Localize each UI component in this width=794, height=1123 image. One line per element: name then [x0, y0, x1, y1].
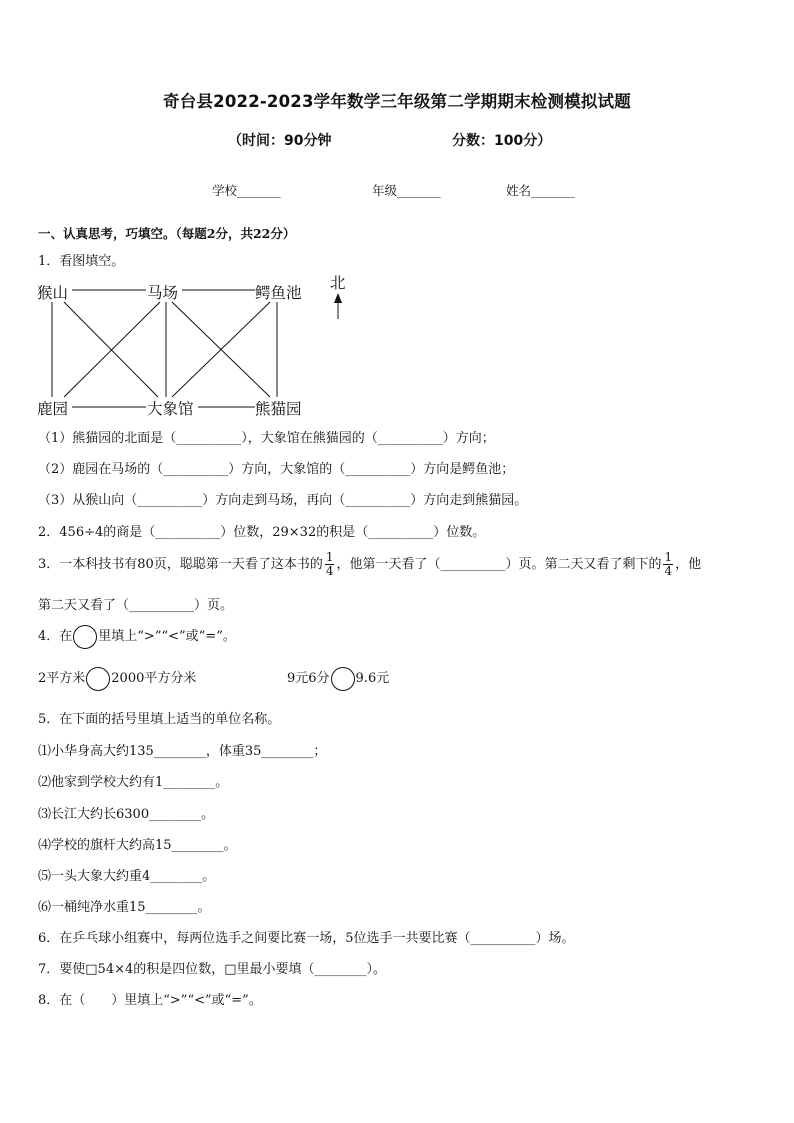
q4-compare-1-left: 2平方米: [38, 671, 86, 686]
q3-text-a: 3．一本科技书有80页，聪聪第一天看了这本书的: [38, 557, 323, 572]
fraction-numerator: 1: [664, 550, 673, 564]
question-3-line2: 第二天又看了（__________）页。: [38, 598, 234, 613]
question-1: 1．看图填空。: [38, 254, 125, 269]
grade-field: 年级_______: [372, 183, 441, 198]
q4-compare-1: [38, 666, 196, 692]
q4-compare-1-right: 2000平方分米: [111, 671, 197, 686]
map-label-houshan: 猴山: [37, 284, 69, 302]
q4-text-a: 4．在: [38, 629, 73, 644]
exam-score: 分数：100分）: [452, 133, 552, 149]
question-5: 5．在下面的括号里填上适当的单位名称。: [38, 712, 281, 727]
question-7: 7．要使□54×4的积是四位数，□里最小要填（________）。: [38, 962, 387, 977]
question-3: [38, 548, 701, 582]
q1-sub1: （1）熊猫园的北面是（__________），大象馆在熊猫园的（__________）方向；: [38, 431, 495, 446]
map-label-daxiangguan: 大象馆: [147, 400, 194, 418]
fraction-numerator: 1: [325, 550, 334, 564]
q5-item: ⑵他家到学校大约有1________。: [38, 775, 229, 790]
map-label-xiongmaoyuan: 熊猫园: [255, 400, 302, 418]
q5-item: ⑴小华身高大约135________，体重35________；: [38, 744, 327, 759]
compare-circle-icon: [73, 625, 97, 649]
q5-item: ⑹一桶纯净水重15________。: [38, 900, 211, 915]
fraction-one-quarter: [325, 551, 335, 578]
map-label-machang: 马场: [147, 284, 179, 302]
q1-sub3: （3）从猴山向（__________）方向走到马场，再向（__________）方向走到熊猫园。: [38, 493, 528, 508]
name-field: 姓名_______: [506, 183, 575, 198]
exam-time: （时间：90分钟: [228, 133, 332, 149]
q3-text-c: ，他: [675, 557, 702, 572]
fraction-denominator: 4: [325, 564, 334, 578]
fraction-denominator: 4: [664, 564, 673, 578]
question-6: 6．在乒乓球小组赛中，每两位选手之间要比赛一场，5位选手一共要比赛（__________）场。: [38, 931, 575, 946]
section-heading: 一、认真思考，巧填空。（每题2分，共22分）: [38, 226, 296, 241]
page-title: 奇台县2022-2023学年数学三年级第二学期期末检测模拟试题: [163, 92, 631, 111]
north-arrow-icon: [334, 293, 342, 303]
q4-text-b: 里填上“>”“<”或“=”。: [98, 629, 236, 644]
q4-compare-2: [287, 666, 389, 692]
question-4: [38, 624, 236, 650]
school-field: 学校_______: [212, 183, 281, 198]
q4-compare-2-left: 9元6分: [287, 671, 330, 686]
map-label-luyuan: 鹿园: [37, 400, 69, 418]
q4-compare-2-right: 9.6元: [355, 671, 390, 686]
q3-text-b: ，他第一天看了（__________）页。第二天又看了剩下的: [336, 557, 662, 572]
fraction-one-quarter: [663, 551, 673, 578]
q5-item: ⑷学校的旗杆大约高15________。: [38, 838, 237, 853]
question-2: 2．456÷4的商是（__________）位数，29×32的积是（__________）位数。: [38, 525, 486, 540]
q5-item: ⑸一头大象大约重4________。: [38, 869, 216, 884]
q5-item: ⑶长江大约长6300________。: [38, 807, 215, 822]
q1-sub2: （2）鹿园在马场的（__________）方向，大象馆的（__________）方向是鳄鱼池；: [38, 462, 515, 477]
question-8: 8．在（ ）里填上“>”“<”或“=”。: [38, 993, 262, 1008]
compare-circle-icon[interactable]: [331, 667, 355, 691]
map-label-eyuchi: 鳄鱼池: [255, 284, 302, 302]
north-label: 北: [330, 274, 346, 292]
compare-circle-icon[interactable]: [86, 667, 110, 691]
